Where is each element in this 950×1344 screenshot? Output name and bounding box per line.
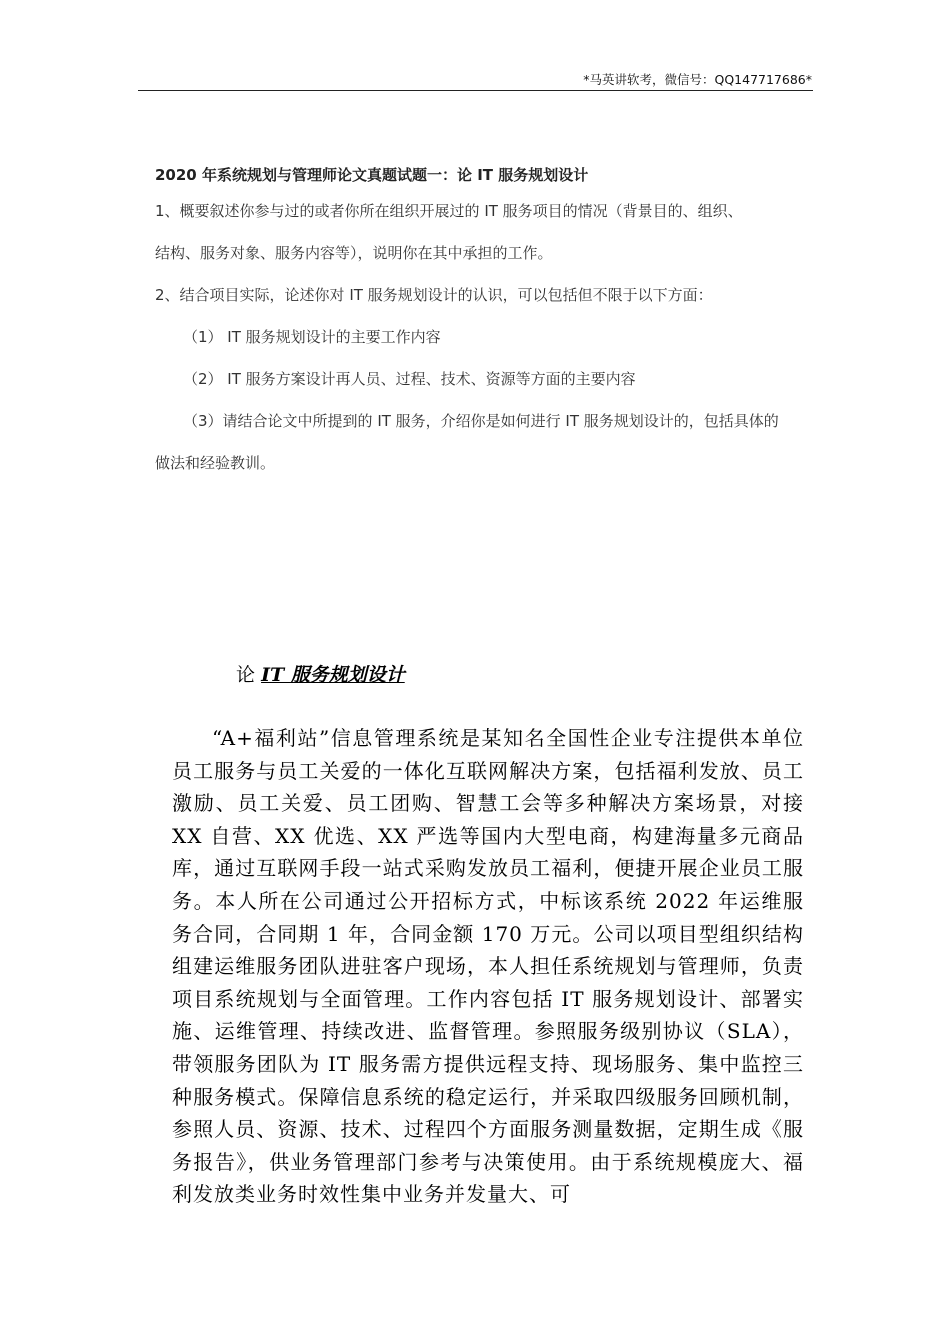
essay-title-main: IT 服务规划设计 bbox=[261, 664, 405, 686]
question-subitem-3: （3）请结合论文中所提到的 IT 服务，介绍你是如何进行 IT 服务规划设计的，包括具体的 bbox=[183, 412, 779, 430]
header-divider bbox=[138, 90, 813, 91]
exam-question-block bbox=[155, 160, 815, 484]
essay-title-prefix: 论 bbox=[236, 664, 256, 686]
question-line-2: 结构、服务对象、服务内容等），说明你在其中承担的工作。 bbox=[155, 244, 553, 262]
essay-body-paragraph: “A+福利站”信息管理系统是某知名全国性企业专注提供本单位员工服务与员工关爱的一体化互联网解决方案，包括福利发放、员工激励、员工关爱、员工团购、智慧工会等多种解决方案场景，对接 XX 自营、XX 优选、XX 严选等国内大型电商，构建海量多元商品库，通过互联网手段一站式采购发放员工福利，便捷开展企业员工服务。本人所在公司通过公开招标方式，中标该系统 2022 年运维服务合同，合同期 1 年，合同金额 170 万元。公司以项目型组织结构组建运维服务团队进驻客户现场，本人担任系统规划与管理师，负责项目系统规划与全面管理。工作内容包括 IT 服务规划设计、部署实施、运维管理、持续改进、监督管理。参照服务级别协议（SLA），带领服务团队为 IT 服务需方提供远程支持、现场服务、集中监控三种服务模式。保障信息系统的稳定运行，并采取四级服务回顾机制，参照人员、资源、技术、过程四个方面服务测量数据，定期生成《服务报告》，供业务管理部门参考与决策使用。由于系统规模庞大、福利发放类业务时效性集中业务并发量大、可 bbox=[172, 726, 804, 1207]
question-subitem-1: （1） IT 服务规划设计的主要工作内容 bbox=[183, 328, 441, 346]
question-subitem-2: （2） IT 服务方案设计再人员、过程、技术、资源等方面的主要内容 bbox=[183, 370, 636, 388]
question-line-last: 做法和经验教训。 bbox=[155, 454, 276, 472]
question-line-3: 2、结合项目实际，论述你对 IT 服务规划设计的认识，可以包括但不限于以下方面： bbox=[155, 286, 713, 304]
essay-title bbox=[236, 660, 405, 687]
question-title: 2020 年系统规划与管理师论文真题试题一：论 IT 服务规划设计 bbox=[155, 166, 589, 184]
page-header-text: *马英讲软考，微信号：QQ147717686* bbox=[583, 72, 812, 87]
question-line-1: 1、概要叙述你参与过的或者你所在组织开展过的 IT 服务项目的情况（背景目的、组织、 bbox=[155, 202, 743, 220]
